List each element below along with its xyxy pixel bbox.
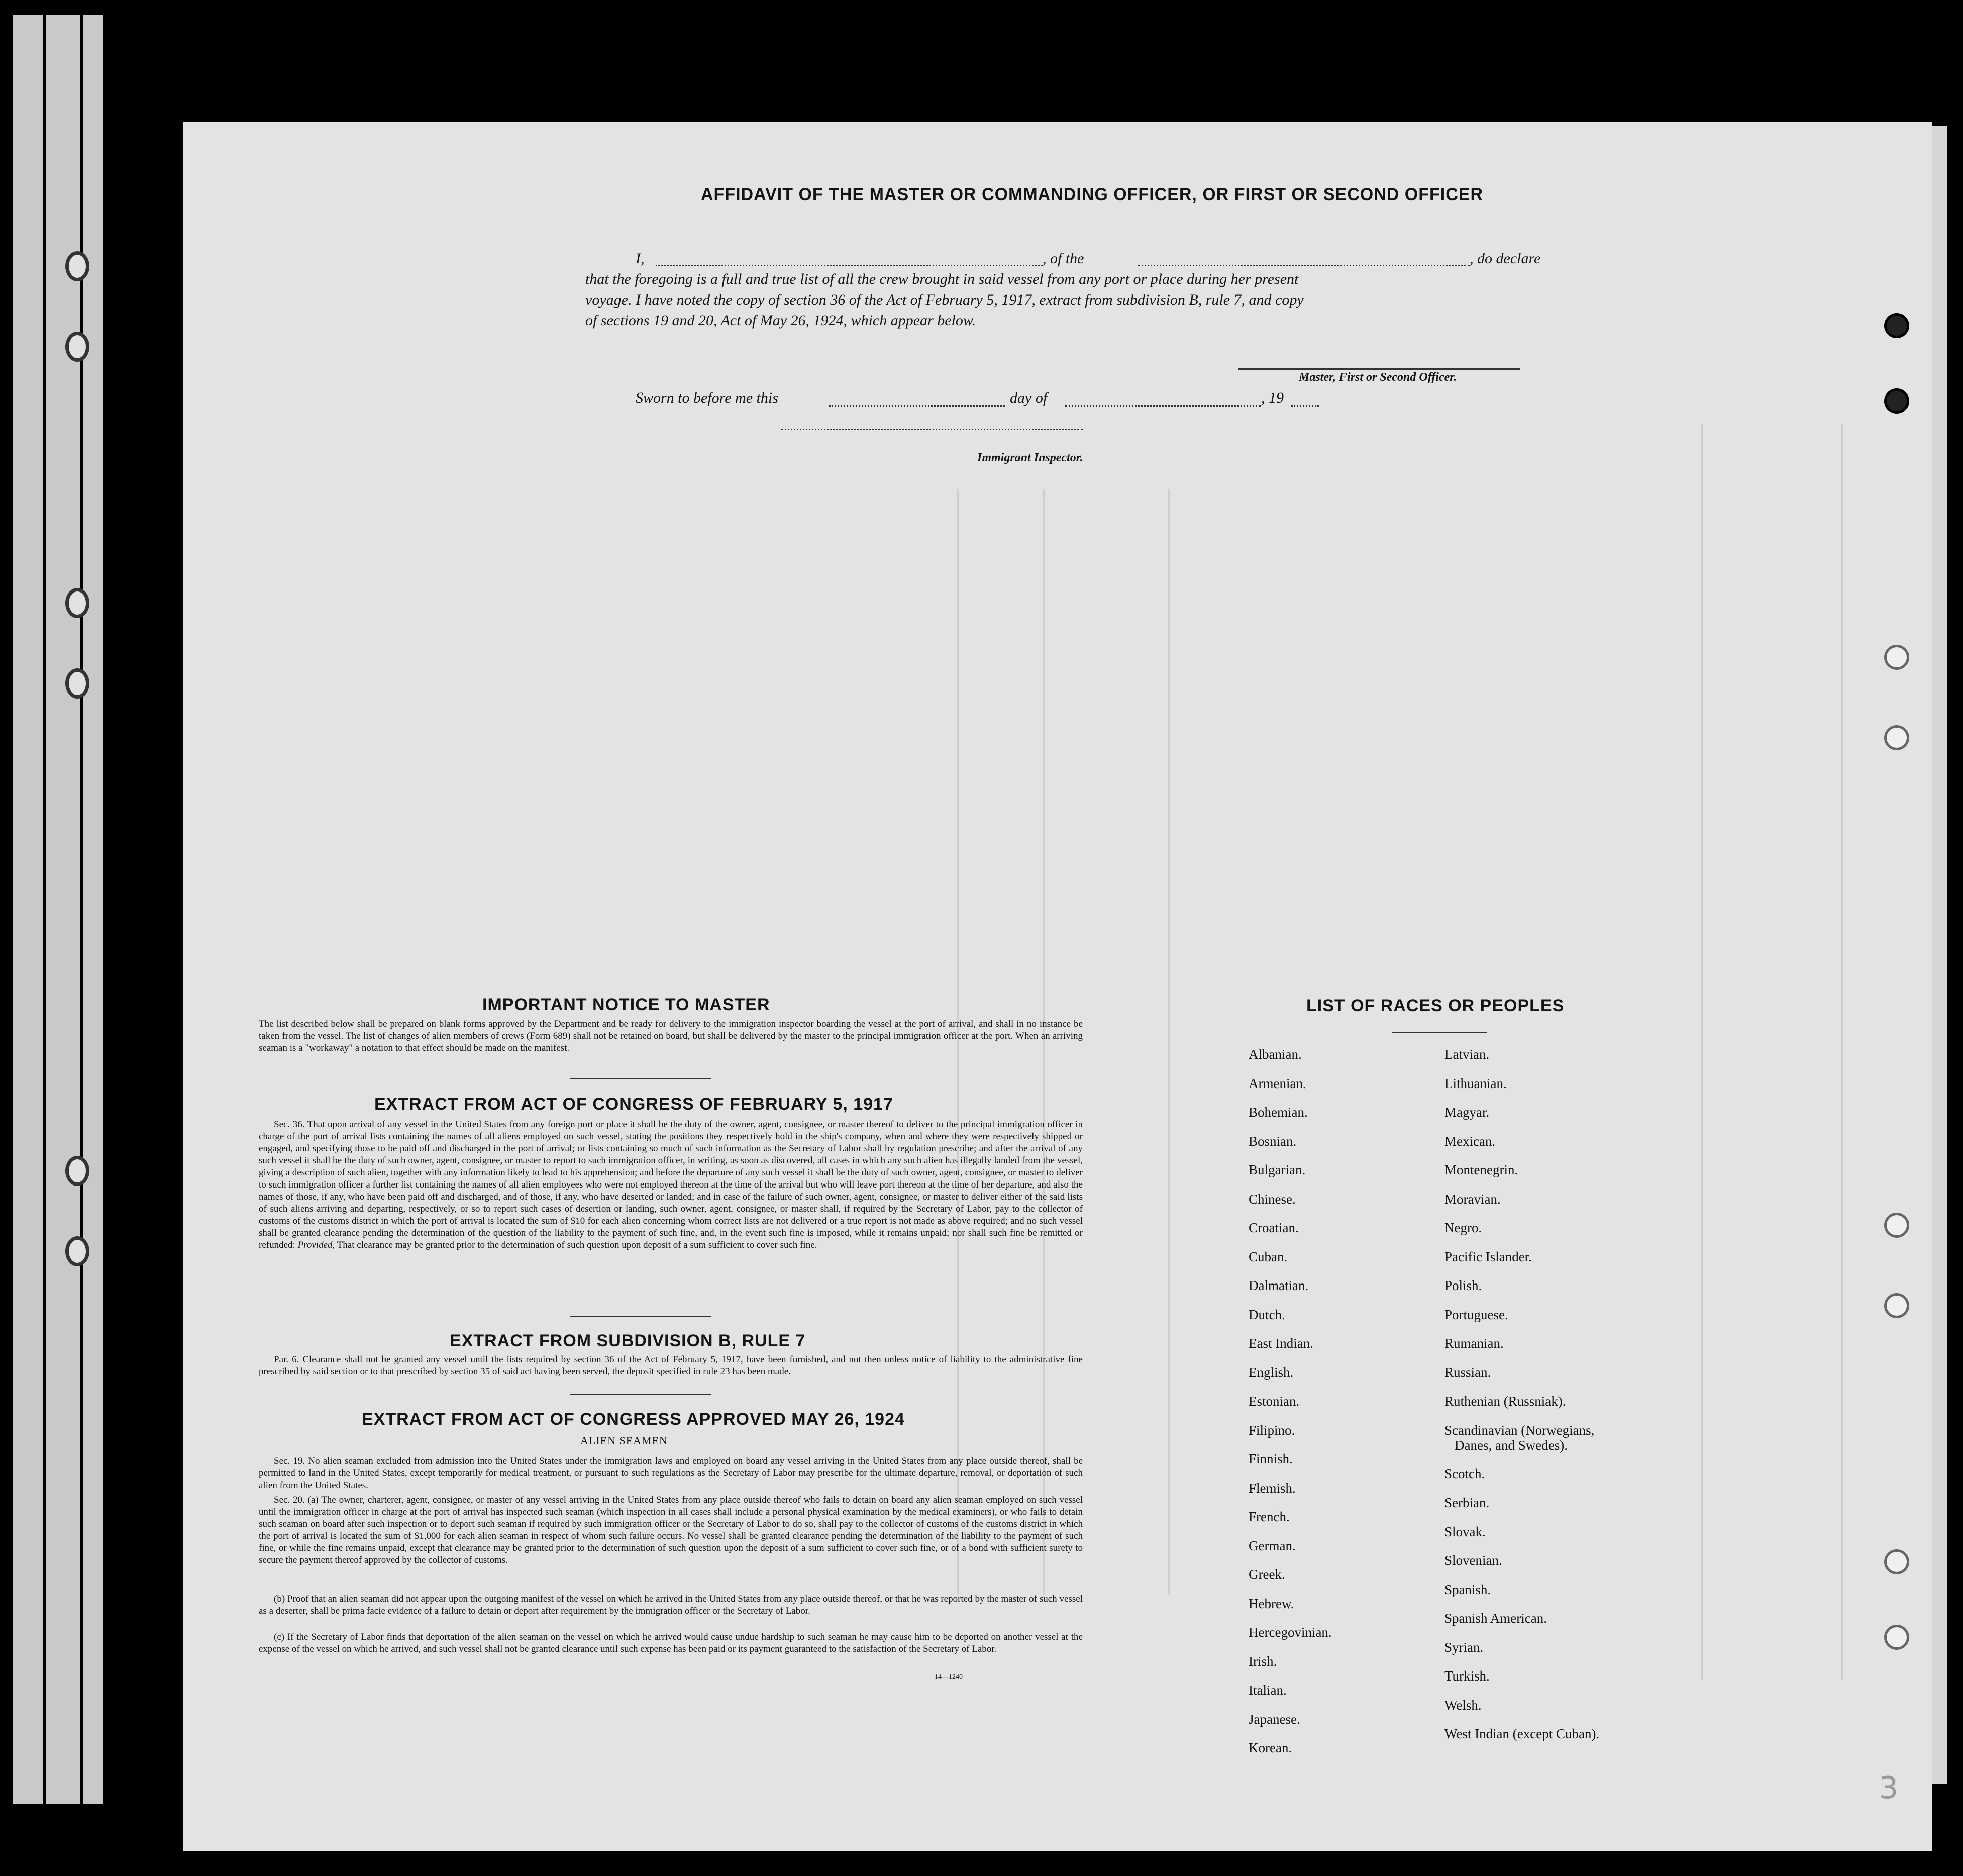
race-item: Portuguese. [1444,1307,1508,1322]
binding-hole [65,332,89,362]
race-item: Polish. [1444,1278,1482,1293]
extract-1917-title: EXTRACT FROM ACT OF CONGRESS OF FEBRUARY 5, 1917 [374,1095,893,1114]
sec20a-text: (a) The owner, charterer, agent, consignee, or master of any vessel arriving in the United States from any place outside thereof who fails to detain on board any alien seaman employed on such vessel until the immigration officer in charge at the port of arrival has inspected such seaman (which inspection in all cases shall include a personal physical examination by the medical examiners), or who fails to detain such seaman on board after such inspection or to deport such seaman if required by such immigration officer or the Secretary of Labor to do so, shall pay to the collector of customs of the customs district in which the port of arrival is located the sum of $1,000 for each alien seaman in respect of whom such failure occurs. No vessel shall be granted clearance pending the determination of the liability to the payment of such fine, or while the fine remains unpaid, except that clearance may be granted prior to the determination of such question upon the deposit of a sum sufficient to cover such fine, or of a bond with sufficient surety to secure the payment thereof approved by the collector of customs. [259,1495,1083,1565]
race-item: English. [1249,1364,1294,1380]
affidavit-do-declare: , do declare [1470,250,1541,267]
sec19-label: Sec. 19. [274,1456,305,1466]
sec20-label: Sec. 20. [274,1495,305,1505]
sworn-month-line[interactable] [1065,392,1261,407]
punch-hole [1884,388,1909,414]
document-sheet [183,122,1932,1851]
race-item: Estonian. [1249,1394,1300,1409]
race-item: Syrian. [1444,1639,1484,1655]
races-right-column [1444,1047,1599,1755]
race-item: Irish. [1249,1653,1277,1669]
punch-hole [1884,1625,1909,1650]
extract-rule7-body: Par. 6. Clearance shall not be granted any vessel until the lists required by section 36 of the Act of February 5, 1917, have been furnished, and not then unless notice of liability to the administrative fine prescribed by said section or to that prescribed by section 35 of said act having been served, the deposit specified in rule 23 has been made. [259,1354,1083,1377]
binding-hole [65,668,89,699]
race-item: East Indian. [1249,1336,1313,1351]
affidavit-body-line-1: that the foregoing is a full and true list of all the crew brought in said vessel from any port or place during her present [585,271,1299,287]
extract-1917-section-label: Sec. 36. [274,1119,305,1130]
extract-1917-body [259,1119,1083,1251]
extract-1924-sec19 [259,1455,1083,1492]
master-signature-label: Master, First or Second Officer. [1299,371,1457,384]
race-item: Korean. [1249,1740,1292,1755]
sworn-text: Sworn to before me this [636,389,778,406]
extract-1917-proviso-label: Provided, [297,1240,335,1250]
race-item: Moravian. [1444,1191,1501,1207]
binding-hole [65,1236,89,1266]
race-item: West Indian (except Cuban). [1444,1726,1600,1741]
punch-hole [1884,645,1909,670]
race-item: Spanish American. [1444,1611,1547,1626]
race-item: Croatian. [1249,1220,1299,1235]
race-item: Flemish. [1249,1480,1296,1496]
race-item: Hercegovinian. [1249,1625,1332,1640]
race-item: Bohemian. [1249,1105,1308,1120]
race-item: Spanish. [1444,1582,1491,1597]
section-divider [570,1394,711,1395]
race-item: Latvian. [1444,1047,1490,1062]
binding-edge-rule [80,15,83,1804]
race-item: Dutch. [1249,1307,1285,1322]
extract-1924-sec20b: (b) Proof that an alien seaman did not appear upon the outgoing manifest of the vessel on which he arrived in the United States from any place outside thereof, or that he was reported by the master of such vessel as a deserter, shall be prima facie evidence of a failure to detain or deport after requirement by the immigration officer or the Secretary of Labor. [259,1594,1083,1616]
race-item: Turkish. [1444,1668,1490,1684]
sworn-day-of: day of [1010,389,1048,406]
race-item: Russian. [1444,1364,1491,1380]
extract-rule7-title: EXTRACT FROM SUBDIVISION B, RULE 7 [450,1331,806,1350]
race-item: Finnish. [1249,1451,1293,1466]
races-divider [1392,1032,1487,1033]
punch-hole [1884,313,1909,338]
inspector-signature-line[interactable] [781,429,1083,430]
race-item: Chinese. [1249,1191,1296,1207]
affidavit-title: AFFIDAVIT OF THE MASTER OR COMMANDING OFFICER, OR FIRST OR SECOND OFFICER [701,185,1483,204]
race-item: Bulgarian. [1249,1162,1306,1177]
race-item: Lithuanian. [1444,1075,1507,1091]
race-item: Rumanian. [1444,1336,1504,1351]
race-item: Danes, and Swedes). [1455,1437,1568,1453]
race-item: Ruthenian (Russniak). [1444,1394,1566,1409]
sworn-year-line[interactable] [1291,392,1319,407]
race-item: Slovenian. [1444,1553,1502,1568]
section-divider [570,1078,711,1079]
punch-hole [1884,1293,1909,1318]
races-title: LIST OF RACES OR PEOPLES [1306,996,1565,1015]
sworn-year-prefix: , 19 [1261,389,1284,406]
race-item: Mexican. [1444,1133,1496,1149]
extract-1924-title: EXTRACT FROM ACT OF CONGRESS APPROVED MAY 26, 1924 [362,1410,905,1429]
race-item: Pacific Islander. [1444,1249,1532,1264]
races-left-column [1249,1047,1332,1769]
vessel-name-line[interactable] [1138,252,1470,266]
race-item: Armenian. [1249,1075,1306,1091]
sec19-text: No alien seaman excluded from admission into the United States under the immigration laws and employed on board any vessel arriving in the United States from any place outside thereof, shall be permitted to land in the United States, except temporarily for medical treatment, or pursuant to such regulations as the Secretary of Labor may prescribe for the ultimate departure, removal, or deportation of such alien from the United States. [259,1456,1083,1491]
section-divider [570,1316,711,1317]
race-item: Negro. [1444,1220,1482,1235]
extract-1924-sec20a [259,1494,1083,1566]
extract-1917-text: That upon arrival of any vessel in the United States from any foreign port or place it shall be the duty of the owner, agent, consignee, or master thereof to deliver to the principal immigration officer in charge of the port of arrival lists containing the names of all aliens employed on such vessel, stating the positions they respectively hold in the ship's company, when and where they were respectively shipped or engaged, and specifying those to be paid off and discharged in the port of arrival; or lists containing so much of such information as the Secretary of Labor shall by regulation prescribe; and after the arrival of any such vessel it shall be the duty of such owner, agent, consignee, or master to report to such immigration officer, in writing, as soon as discovered, all cases in which any such alien has illegally landed from the vessel, giving a description of such alien, together with any information likely to lead to his apprehension; and before the departure of any such vessel it shall be the duty of such owner, agent, consignee, or master to deliver to such immigration officer a further list containing the names of all alien employees who were not employed thereon at the time of the arrival but who will leave port thereon at the time of her departure, and also the names of those, if any, who have been paid off and discharged, and of those, if any, who have deserted or landed; and in case of the failure of such owner, agent, consignee, or master to deliver either of the said lists of such aliens arriving and departing, respectively, or so to report such cases of desertion or landing, such owner, agent, consignee, or master shall, if required by the Secretary of Labor, pay to the collector of customs of the customs district in which the port of arrival is located the sum of $10 for each alien concerning whom correct lists are not delivered or a true report is not made as above required; and no such vessel shall be granted clearance pending the determination of the question of the liability to the payment of such fine, and, in the event such fine is imposed, while it remains unpaid; nor shall such fine be remitted or refunded: [259,1119,1083,1250]
margin-mark: 3 [1879,1770,1899,1806]
race-item: Scandinavian (Norwegians, [1444,1422,1595,1438]
race-item: Serbian. [1444,1495,1490,1510]
race-item: Albanian. [1249,1047,1302,1062]
race-item: Magyar. [1444,1105,1490,1120]
race-item: Filipino. [1249,1422,1295,1438]
ghost-rule [1701,424,1703,1680]
binding-hole [65,1156,89,1186]
affidavit-i-label: I, [636,250,645,267]
race-item: German. [1249,1538,1296,1553]
race-item: Japanese. [1249,1711,1300,1727]
sworn-day-line[interactable] [829,392,1005,407]
race-item: Scotch. [1444,1466,1485,1482]
binding-edge-rule [43,15,46,1804]
form-number: 14—1240 [935,1673,963,1681]
race-item: French. [1249,1509,1290,1524]
ghost-rule [1841,424,1843,1680]
binding-hole [65,588,89,618]
extract-1917-proviso-text: That clearance may be granted prior to the determination of such question upon deposit of a sum sufficient to cover such fine. [337,1240,817,1250]
race-item: Italian. [1249,1683,1287,1698]
binding-hole [65,251,89,281]
ghost-rule [1168,489,1170,1595]
punch-hole [1884,725,1909,750]
race-item: Bosnian. [1249,1133,1297,1149]
race-item: Hebrew. [1249,1596,1294,1611]
race-item: Welsh. [1444,1697,1482,1713]
punch-hole [1884,1213,1909,1238]
notice-body: The list described below shall be prepared on blank forms approved by the Department and be ready for delivery to the immigration inspector boarding the vessel at the port of arrival, and shall in no instance be taken from the vessel. The list of changes of alien members of crews (Form 689) shall not be retained on board, but shall be delivered by the master to the principal immigration officer at the port. When an arriving seaman is a "workaway" a notation to that effect should be made on the manifest. [259,1019,1083,1053]
extract-1924-sec20c: (c) If the Secretary of Labor finds that deportation of the alien seaman on the vessel on which he arrived would cause undue hardship to such seaman he may cause him to be deported on another vessel at the expense of the vessel on which he arrived, and such vessel shall not be granted clearance until such expense has been paid or its payment guaranteed to the satisfaction of the Secretary of Labor. [259,1632,1083,1654]
race-item: Greek. [1249,1567,1285,1582]
race-item: Slovak. [1444,1524,1486,1539]
binding-strip [13,15,103,1804]
affidavit-of-the: , of the [1043,250,1084,267]
affidavit-body-line-2: voyage. I have noted the copy of section 36 of the Act of February 5, 1917, extract from subdivision B, rule 7, and copy [585,291,1304,308]
race-item: Dalmatian. [1249,1278,1309,1293]
master-signature-line[interactable] [1238,368,1520,370]
affidavit-body-line-3: of sections 19 and 20, Act of May 26, 1924, which appear below. [585,312,976,329]
extract-1924-subtitle: ALIEN SEAMEN [580,1434,668,1447]
race-item: Montenegrin. [1444,1162,1518,1177]
notice-title: IMPORTANT NOTICE TO MASTER [482,995,770,1014]
punch-hole [1884,1549,1909,1574]
race-item: Cuban. [1249,1249,1288,1264]
master-name-line[interactable] [656,252,1043,266]
inspector-label: Immigrant Inspector. [977,451,1083,464]
